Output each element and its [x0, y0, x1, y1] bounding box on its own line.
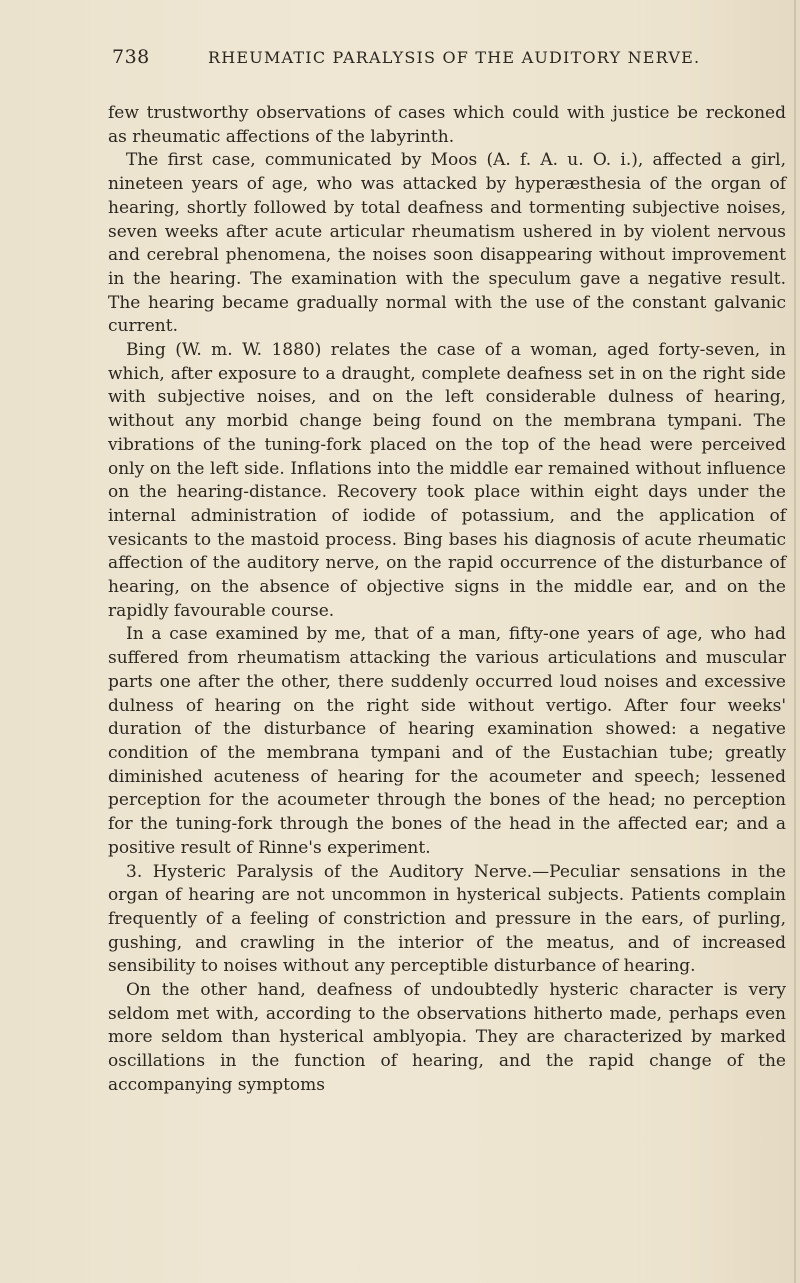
body-text [108, 102, 786, 1098]
paragraph-hysteric-deafness: On the other hand, deafness of undoubtedly hysteric character is very seldom met with, according to the observations hitherto made, perhaps even more seldom than hysterical amblyopia. They are characterized by marked oscillations in the function of hearing, and the rapid change of the accompanying symptoms [108, 980, 786, 1095]
paragraph-hysteric-paralysis: 3. Hysteric Paralysis of the Auditory Nerve.—Peculiar sensations in the organ of hearing are not uncommon in hysterical subjects. Patients complain frequently of a feeling of constriction and pressure in the ears, of purling, gushing, and crawling in the interior of the meatus, and of increased sensibility to noises without any perceptible disturbance of hearing. [108, 861, 786, 977]
page-number: 738 [112, 46, 150, 68]
page-edge-line [794, 0, 796, 1283]
paragraph-continuation: few trustworthy observations of cases which could with justice be reckoned as rheumatic affections of the labyrinth. [108, 103, 786, 147]
running-head: RHEUMATIC PARALYSIS OF THE AUDITORY NERVE. [208, 48, 701, 67]
paragraph-bing-case: Bing (W. m. W. 1880) relates the case of a woman, aged forty-seven, in which, after exposure to a draught, complete deafness set in on the right side with subjective noises, and on the left considerable dulness of hearing, without any morbid change being found on the membrana tympani. The vibrations of the tuning-fork placed on the top of the head were perceived only on the left side. Inflations into the middle ear remained without influence on the hearing-distance. Recovery took place within eight days under the internal administration of iodide of potassium, and the application of vesicants to the mastoid process. Bing bases his diagnosis of acute rheumatic affection of the auditory nerve, on the rapid occurrence of the disturbance of hearing, on the absence of objective signs in the middle ear, and on the rapidly favourable course. [108, 340, 786, 621]
page-header [96, 46, 736, 76]
paragraph-author-case: In a case examined by me, that of a man, fifty-one years of age, who had suffered from rheumatism attacking the various articulations and muscular parts one after the other, there suddenly occurred loud noises and excessive dulness of hearing on the right side without vertigo. After four weeks' duration of the disturbance of hearing examination showed: a negative condition of the membrana tympani and of the Eustachian tube; greatly diminished acuteness of hearing for the acoumeter and speech; lessened perception for the acoumeter through the bones of the head; no perception for the tuning-fork through the bones of the head in the affected ear; and a positive result of Rinne's experiment. [108, 624, 786, 858]
paragraph-moos-case: The first case, communicated by Moos (A. f. A. u. O. i.), affected a girl, nineteen years of age, who was attacked by hyperæsthesia of the organ of hearing, shortly followed by total deafness and tormenting subjective noises, seven weeks after acute articular rheumatism ushered in by violent nervous and cerebral phenomena, the noises soon disappearing without improvement in the hearing. The examination with the speculum gave a negative result. The hearing became gradually normal with the use of the constant galvanic current. [108, 150, 786, 337]
